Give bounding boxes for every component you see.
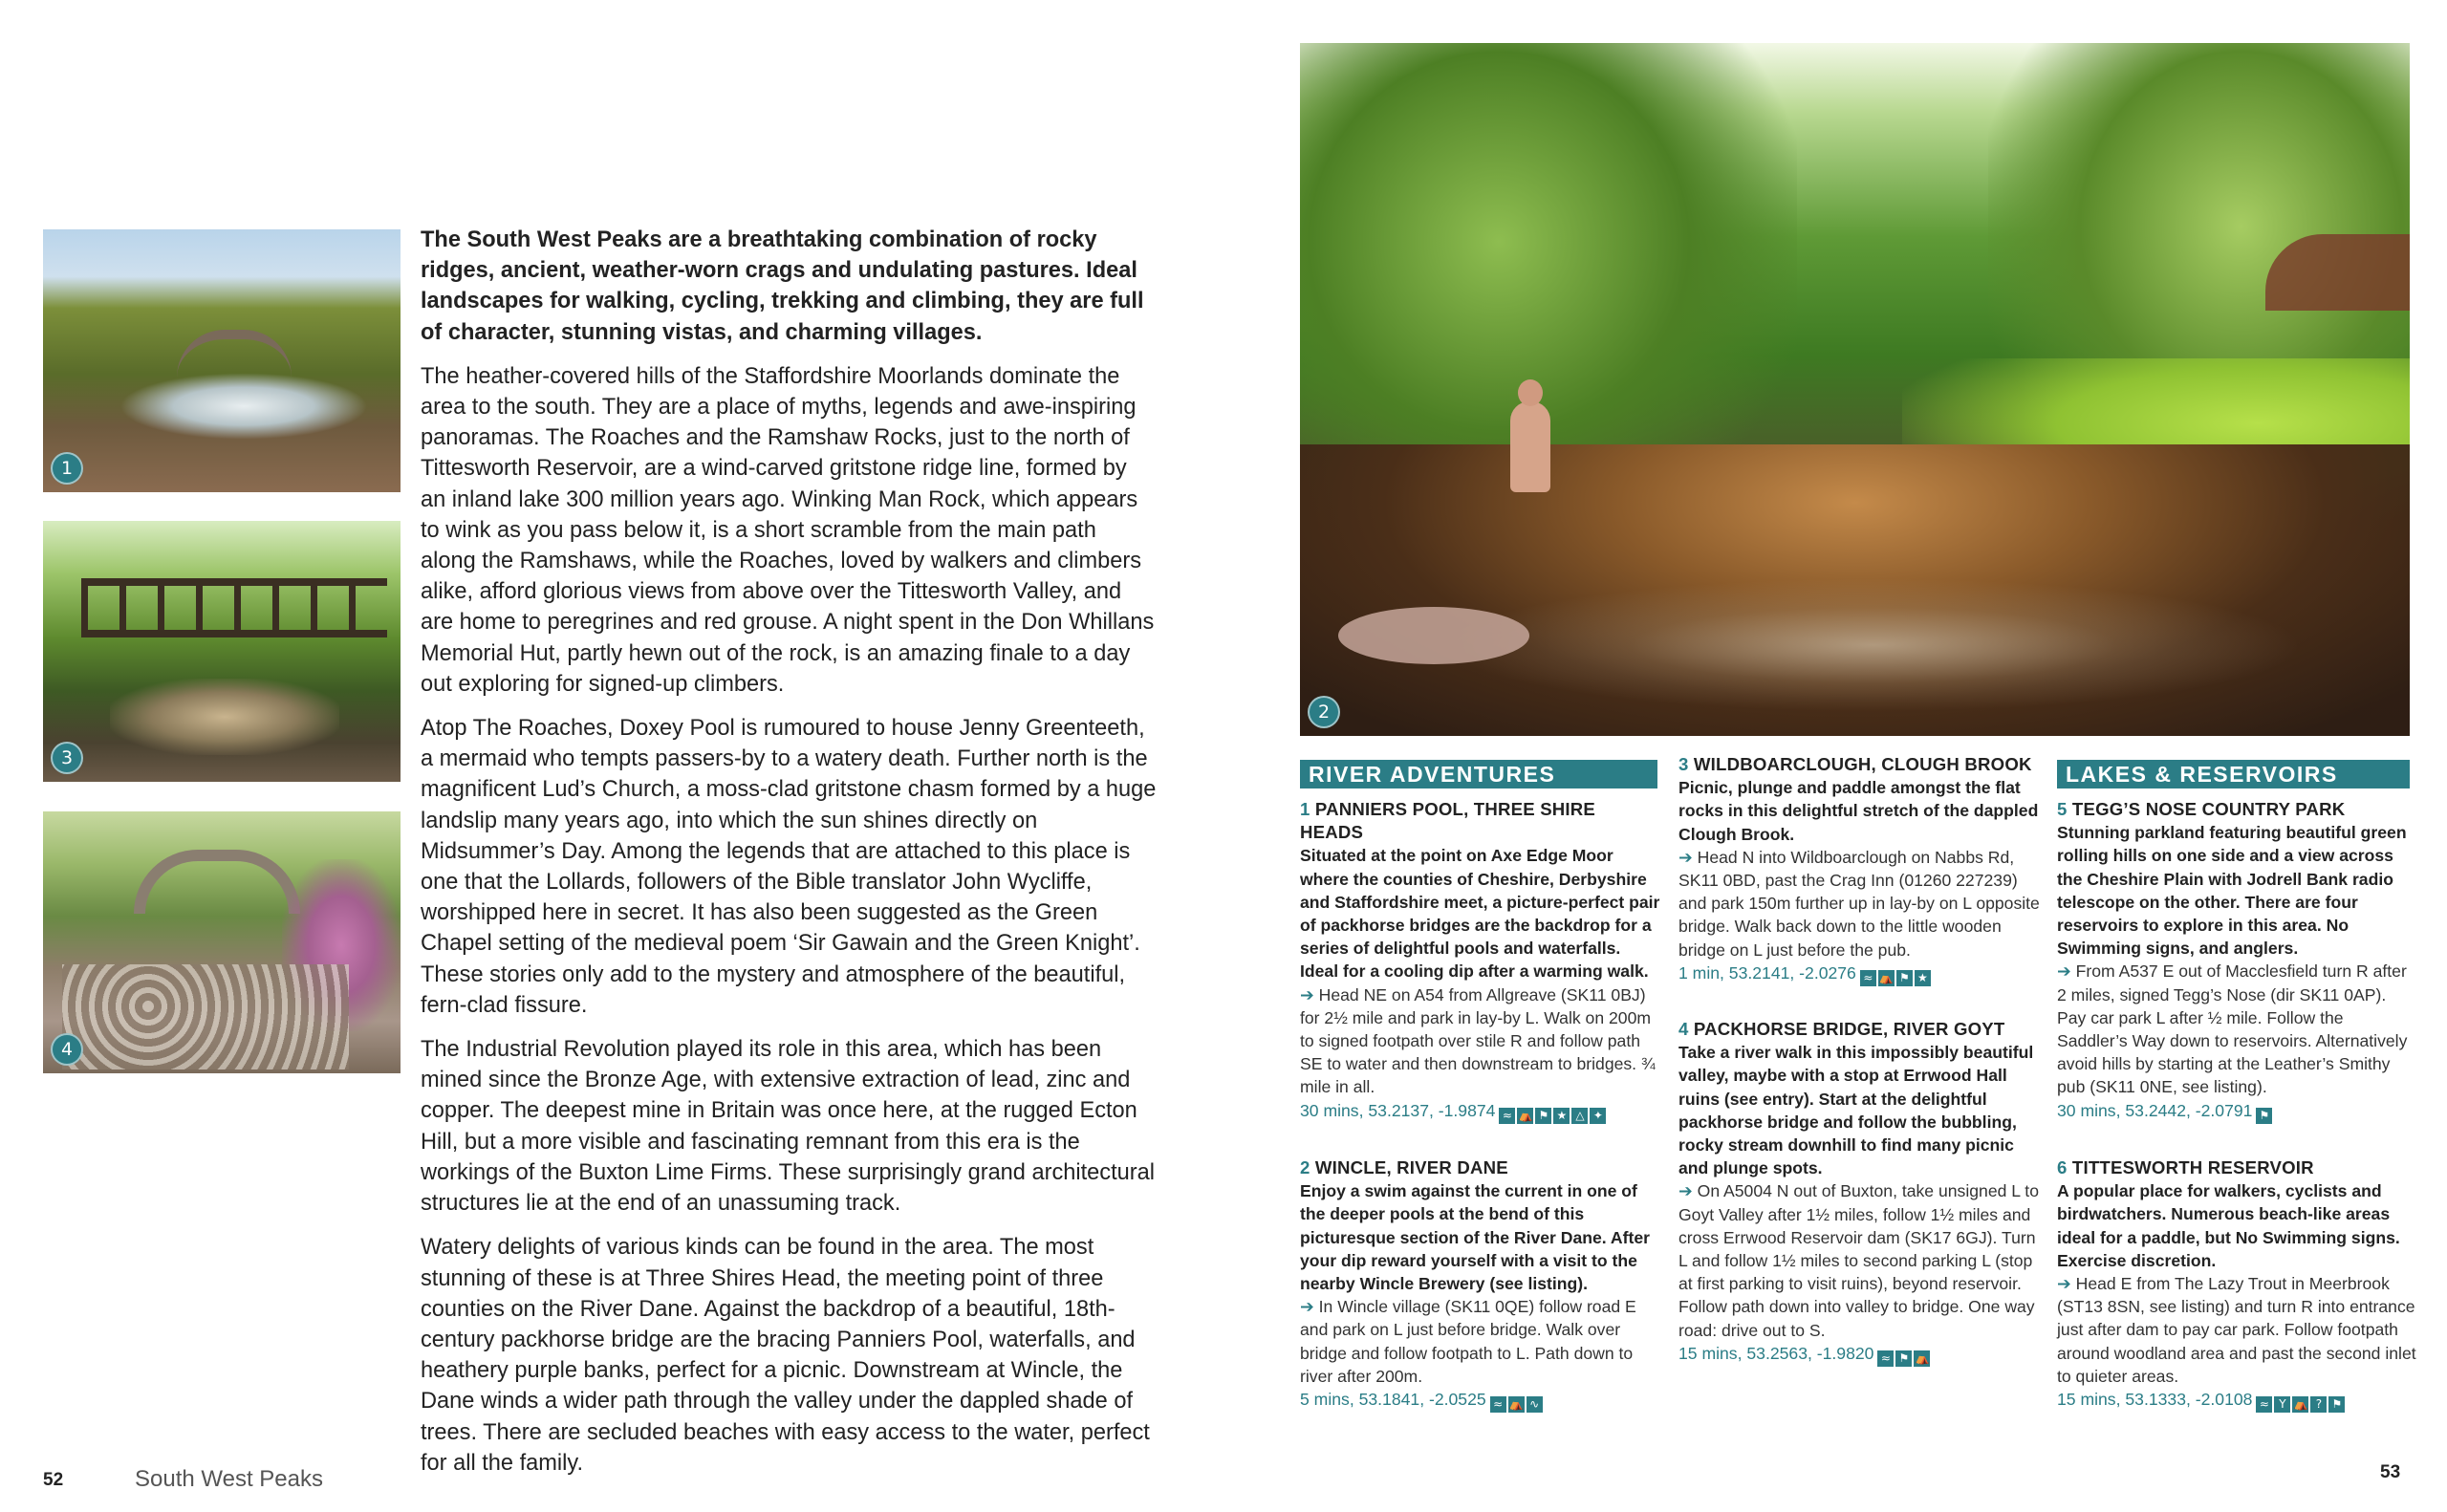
listing-directions	[1300, 983, 1663, 1099]
photo-footbridge	[43, 521, 401, 782]
facility-icon: ⛺	[1878, 970, 1894, 984]
facility-icon: △	[1571, 1108, 1588, 1124]
facility-icon: ★	[1915, 970, 1931, 986]
listing-number: 2	[1300, 1157, 1310, 1177]
walk-time-coordinates: 30 mins, 53.2442, -2.0791	[2057, 1100, 2253, 1120]
listing-title	[2057, 798, 2418, 821]
article-body	[421, 225, 1157, 1492]
listing-description: A popular place for walkers, cyclists and birdwatchers. Numerous beach-like areas ideal for a paddle, but No Swimming signs. Exercise discretion.	[2057, 1181, 2400, 1270]
listing-description: Take a river walk in this impossibly beautiful valley, maybe with a stop at Errwood Hall ruins (see entry). Start at the delightful packhorse bridge and follow the bubbling, rocky stream downhill to find many picnic and plunge spots.	[1678, 1043, 2034, 1178]
page-number-left: 52	[43, 1470, 64, 1490]
rocky-stream	[62, 964, 349, 1069]
photo-number-badge: 3	[51, 742, 83, 774]
facility-icon: ⚑	[1896, 970, 1913, 986]
listing-entry-5	[2057, 798, 2418, 1125]
directions-text: Head N into Wildboarclough on Nabbs Rd, SK11 0BD, past the Crag Inn (01260 227239) and park 150m further up in lay-by on L opposite bridge. Walk back down to the little wooden bridge on L just before the pub.	[1678, 847, 2040, 960]
stone-bridge	[134, 850, 300, 914]
listing-name: PACKHORSE BRIDGE, RIVER GOYT	[1693, 1019, 2005, 1039]
listing-meta	[1678, 961, 2046, 987]
walk-time-coordinates: 5 mins, 53.1841, -2.0525	[1300, 1390, 1486, 1410]
body-paragraph: The heather-covered hills of the Staffordshire Moorlands dominate the area to the south. They are a place of myths, legends and awe-inspiring panoramas. The Roaches and the Ramshaw Rocks, just to the north of Tittesworth Reservoir, are a wind-carved gritstone ridge line, formed by an inland lake 300 million years ago. Winking Man Rock, which appears to wink as you pass below it, is a short scramble from the main path along the Ramshaws, while the Roaches, loved by walkers and climbers alike, afford glorious views from above over the Tittesworth Valley, and are home to peregrines and red grouse. A night spent in the Don Whillans Memorial Hut, partly hewn out of the rock, is an amazing finale to a day out exploring for signed-up climbers.	[421, 363, 1155, 697]
arrow-right-icon: ➔	[1678, 847, 1693, 867]
listing-number: 4	[1678, 1019, 1689, 1039]
river-ripples	[1443, 578, 2304, 712]
body-paragraph: The Industrial Revolution played its role in this area, which has been mined since the Bronze Age, with extensive extraction of lead, zinc and copper. The deepest mine in Britain was once here, at the rugged Ecton Hill, but a more visible and fascinating remnant from this era is the workings of the Buxton Lime Firms. These surprisingly grand architectural structures lie at the end of an unassuming track.	[421, 1037, 1155, 1217]
facility-icon: ≈	[1499, 1108, 1515, 1124]
listing-number: 6	[2057, 1157, 2068, 1177]
directions-text: Head E from The Lazy Trout in Meerbrook (ST13 8SN, see listing) and turn R into entrance just after dam to pay car park. Follow footpath around woodland area and past the second inlet to quieter areas.	[2057, 1274, 2416, 1386]
facility-icons	[1490, 1391, 1545, 1414]
facility-icon: ≈	[2256, 1396, 2272, 1413]
listing-meta	[1678, 1342, 2046, 1368]
facility-icon: ⛺	[1518, 1108, 1533, 1122]
listing-directions	[1678, 846, 2046, 961]
facility-icon: ⚑	[1895, 1350, 1912, 1367]
facility-icon: ≈	[1877, 1350, 1894, 1367]
arrow-right-icon: ➔	[1300, 984, 1314, 1004]
swimmer	[1510, 401, 1550, 492]
facility-icons	[1499, 1102, 1608, 1125]
listing-name: TEGG’S NOSE COUNTRY PARK	[2071, 799, 2346, 819]
arrow-right-icon: ➔	[2057, 961, 2071, 982]
intro-paragraph: The South West Peaks are a breathtaking combination of rocky ridges, ancient, weather-worn crags and undulating pastures. Ideal landscapes for walking, cycling, trekking and climbing, they are full of character, stunning vistas, and charming villages.	[421, 227, 1144, 345]
listing-entry-6	[2057, 1156, 2418, 1414]
listing-meta	[1300, 1099, 1663, 1125]
listing-meta	[2057, 1388, 2418, 1414]
brick-bridge	[2265, 234, 2410, 311]
directions-text: Head NE on A54 from Allgreave (SK11 0BJ) for 2½ mile and park in lay-by L. Walk on 200m to signed footpath over stile R and follow path SE to water and then downstream to bridges. ¾ mile in all.	[1300, 984, 1656, 1097]
listing-number: 5	[2057, 799, 2068, 819]
page-number-right: 53	[2380, 1462, 2401, 1482]
river-rock	[1338, 607, 1529, 664]
listing-number: 3	[1678, 754, 1689, 774]
listing-number: 1	[1300, 799, 1310, 819]
listing-directions	[1678, 1179, 2046, 1341]
arrow-right-icon: ➔	[1300, 1297, 1314, 1317]
facility-icon: ≈	[1490, 1396, 1506, 1413]
photo-heather-bridge	[43, 811, 401, 1073]
hero-photo-river	[1300, 43, 2410, 736]
packhorse-bridge	[177, 330, 292, 378]
listing-meta	[2057, 1099, 2418, 1125]
listing-title	[2057, 1156, 2418, 1179]
listing-entry-4	[1678, 1018, 2046, 1368]
listing-title	[1300, 798, 1663, 844]
listing-title	[1678, 753, 2046, 776]
listing-description: Picnic, plunge and paddle amongst the flat rocks in this delightful stretch of the dappled Clough Brook.	[1678, 778, 2039, 844]
listing-entry-3	[1678, 753, 2046, 987]
listing-directions	[2057, 960, 2418, 1098]
walk-time-coordinates: 30 mins, 53.2137, -1.9874	[1300, 1100, 1496, 1120]
walk-time-coordinates: 1 min, 53.2141, -2.0276	[1678, 962, 1856, 983]
bridge-rail	[81, 578, 387, 637]
running-title: South West Peaks	[135, 1466, 323, 1492]
section-heading-river-adventures: RIVER ADVENTURES	[1300, 760, 1657, 788]
directions-text: From A537 E out of Macclesfield turn R after 2 miles, signed Tegg’s Nose (dir SK11 0AP). Pay car park L after ½ mile. Follow the Saddler’s Way down to reservoirs. Alternatively avoid hills by starting at the Leather’s Smithy pub (SK11 0NE, see listing).	[2057, 961, 2408, 1097]
photo-three-shires-head	[43, 229, 401, 492]
listing-directions	[1300, 1295, 1663, 1388]
swimmer-head	[1518, 379, 1543, 406]
listing-directions	[2057, 1272, 2418, 1388]
waterfall	[119, 373, 368, 440]
arrow-right-icon: ➔	[1678, 1181, 1693, 1201]
facility-icons	[1877, 1345, 1932, 1368]
body-paragraph: Watery delights of various kinds can be found in the area. The most stunning of these is at Three Shires Head, the meeting point of three counties on the River Dane. Against the backdrop of a beautiful, 18th-century packhorse bridge are the bracing Panniers Pool, waterfalls, and heathery purple banks, perfect for a picnic. Downstream at Wincle, the Dane winds a wider path through the valley under the dappled shade of trees. There are secluded beaches with easy access to the water, perfect for all the family.	[421, 1235, 1150, 1476]
facility-icons	[2256, 1102, 2274, 1125]
listing-description: Situated at the point on Axe Edge Moor where the counties of Cheshire, Derbyshire and Staffordshire meet, a picture-perfect pair of packhorse bridges are the backdrop for a series of delightful pools and waterfalls. Ideal for a cooling dip after a warming walk.	[1300, 846, 1660, 982]
stream	[110, 679, 339, 755]
body-paragraph: Atop The Roaches, Doxey Pool is rumoured to house Jenny Greenteeth, a mermaid who tempts passers-by to a watery death. Further north is the magnificent Lud’s Church, a moss-clad gritstone chasm formed by a huge landslip many years ago, into which the sun shines directly on Midsummer’s Day. Among the legends that are attached to this place is one that the Lollards, followers of the Bible translator John Wycliffe, worshipped here in secret. It has also been suggested as the Green Chapel setting of the medieval poem ‘Sir Gawain and the Green Knight’. These stories only add to the mystery and atmosphere of the beautiful, fern-clad fissure.	[421, 716, 1157, 1018]
facility-icon: ⛺	[1915, 1350, 1930, 1365]
listing-name: PANNIERS POOL, THREE SHIRE HEADS	[1300, 799, 1596, 843]
facility-icon: ⚑	[2328, 1396, 2345, 1413]
facility-icon: ⛺	[2293, 1397, 2308, 1412]
listing-entry-1	[1300, 798, 1663, 1125]
listing-entry-2	[1300, 1156, 1663, 1414]
section-heading-lakes-reservoirs: LAKES & RESERVOIRS	[2057, 760, 2410, 788]
directions-text: In Wincle village (SK11 0QE) follow road E and park on L just before bridge. Walk over bridge and follow footpath to L. Path down to river after 200m.	[1300, 1297, 1636, 1386]
facility-icons	[2256, 1391, 2347, 1414]
directions-text: On A5004 N out of Buxton, take unsigned L to Goyt Valley after 1½ miles, follow 1½ miles and cross Errwood Reservoir dam (SK17 6GJ). Turn L and follow 1½ miles to second parking L (stop at first parking to visit ruins), beyond reservoir. Follow path down into valley to bridge. One way road: drive out to S.	[1678, 1181, 2039, 1340]
photo-number-badge: 1	[51, 452, 83, 485]
walk-time-coordinates: 15 mins, 53.1333, -2.0108	[2057, 1390, 2253, 1410]
listing-description: Enjoy a swim against the current in one of the deeper pools at the bend of this picturesque section of the River Dane. After your dip reward yourself with a visit to the nearby Wincle Brewery (see listing).	[1300, 1181, 1650, 1294]
listing-name: WILDBOARCLOUGH, CLOUGH BROOK	[1693, 754, 2032, 774]
arrow-right-icon: ➔	[2057, 1274, 2071, 1294]
facility-icon: ★	[1553, 1108, 1570, 1124]
listing-title	[1300, 1156, 1663, 1179]
facility-icon: ⛺	[1508, 1397, 1524, 1412]
facility-icons	[1860, 964, 1933, 987]
facility-icon: ✦	[1590, 1108, 1606, 1124]
facility-icon: ⚑	[1535, 1108, 1551, 1124]
facility-icon: ∿	[1527, 1396, 1543, 1413]
listing-meta	[1300, 1388, 1663, 1414]
facility-icon: ≈	[1860, 970, 1876, 986]
photo-number-badge: 2	[1308, 696, 1340, 728]
photo-number-badge: 4	[51, 1033, 83, 1066]
walk-time-coordinates: 15 mins, 53.2563, -1.9820	[1678, 1343, 1874, 1363]
listing-name: WINCLE, RIVER DANE	[1314, 1157, 1508, 1177]
listing-description: Stunning parkland featuring beautiful green rolling hills on one side and a view across the Cheshire Plain with Jodrell Bank radio telescope on the other. There are four reservoirs to explore in this area. No Swimming signs, and anglers.	[2057, 823, 2407, 959]
facility-icon: Y	[2274, 1396, 2290, 1413]
listing-name: TITTESWORTH RESERVOIR	[2071, 1157, 2314, 1177]
listing-title	[1678, 1018, 2046, 1041]
facility-icon: ⚑	[2256, 1108, 2272, 1124]
facility-icon: ?	[2310, 1396, 2327, 1413]
